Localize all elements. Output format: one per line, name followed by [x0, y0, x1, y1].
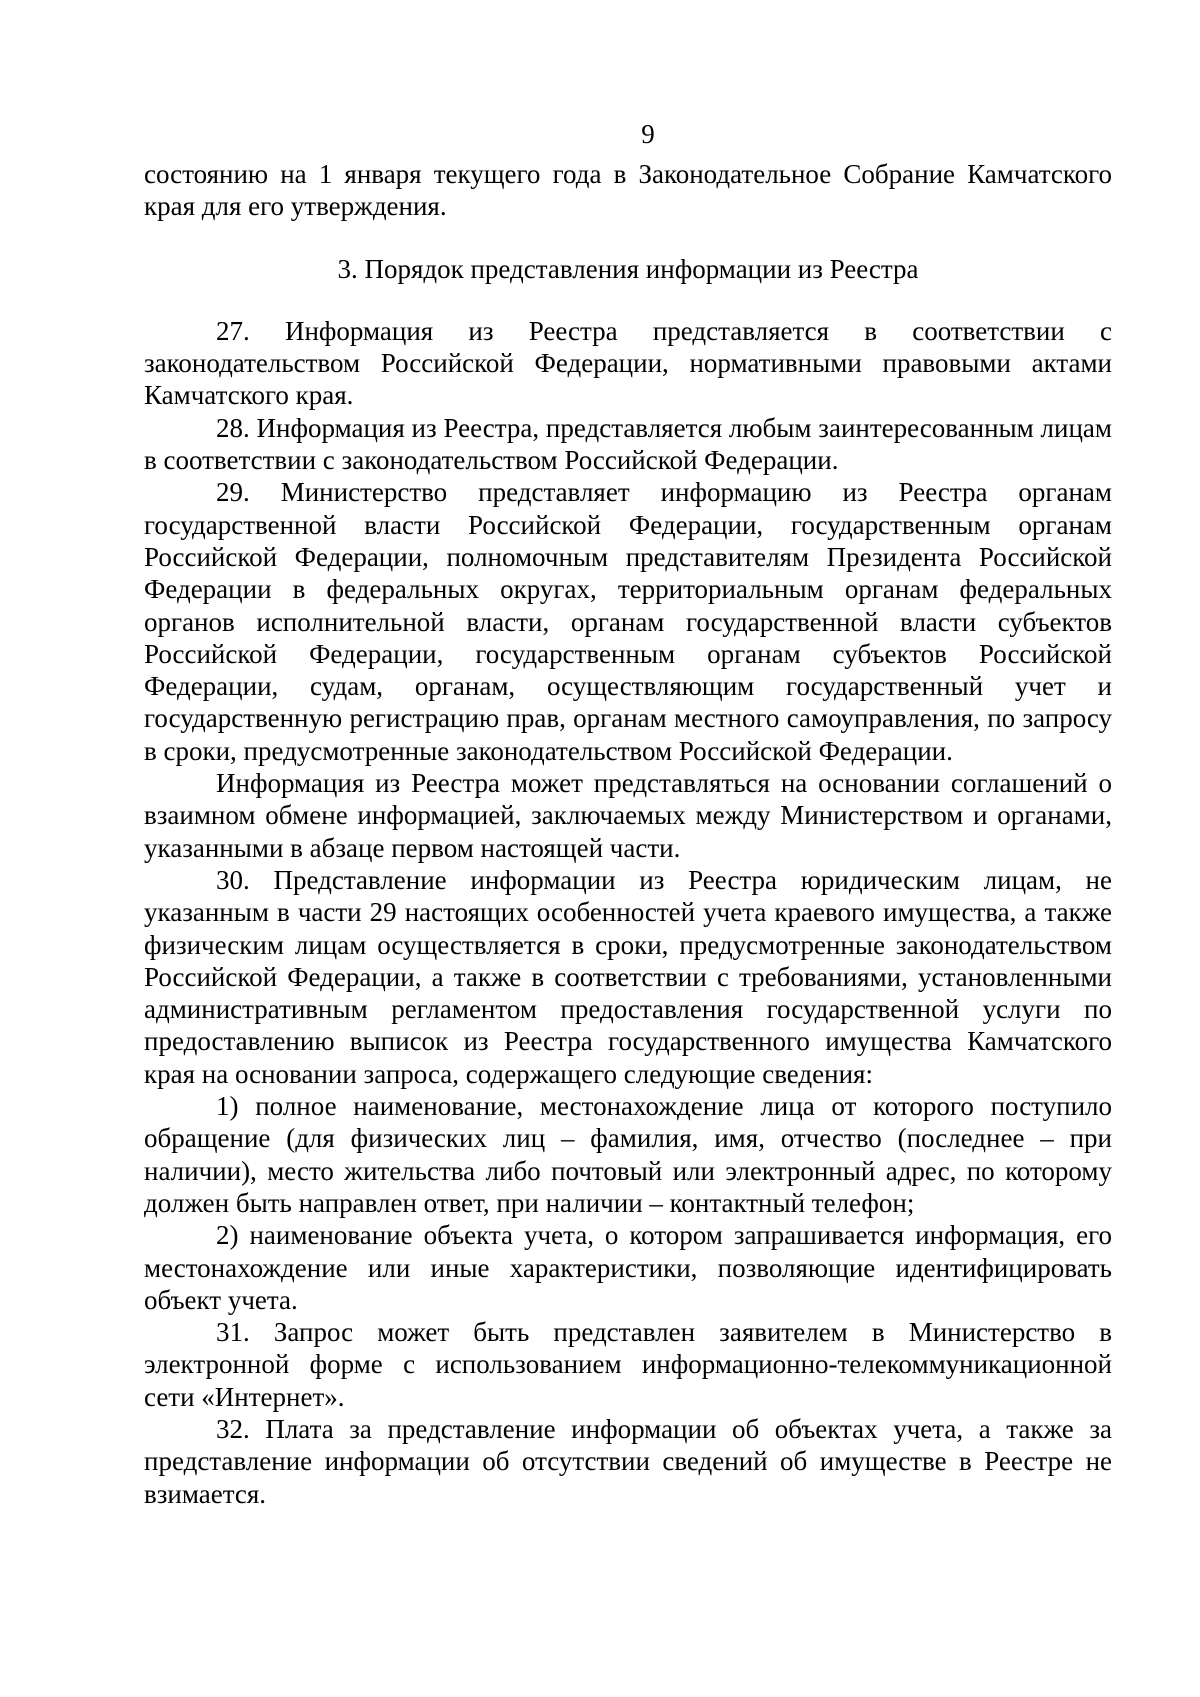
paragraph-29: 29. Министерство представляет информацию из Реестра органам государственной власти Российской Федерации, государственным органам Российской Федерации, полномочным представителям Президента Российской Федерации в федеральных округах, территориальным органам федеральных органов исполнительной власти, органам государственной власти субъектов Российской Федерации, государственным органам субъектов Российской Федерации, судам, органам, осуществляющим государственный учет и государственную регистрацию прав, органам местного самоуправления, по запросу в сроки, предусмотренные законодательством Российской Федерации. — [144, 477, 1112, 766]
paragraph-31: 31. Запрос может быть представлен заявителем в Министерство в электронной форме с использованием информационно-телекоммуникационной сети «Интернет». — [144, 1317, 1112, 1412]
paragraph-28: 28. Информация из Реестра, представляется любым заинтересованным лицам в соответствии с законодательством Российской Федерации. — [144, 412, 1112, 476]
page-number: 9 — [641, 119, 655, 149]
paragraph-29-part-2: Информация из Реестра может представляться на основании соглашений о взаимном обмене информацией, заключаемых между Министерством и органами, указанными в абзаце первом настоящей части. — [144, 768, 1112, 863]
paragraph-32: 32. Плата за представление информации об объектах учета, а также за представление информации об отсутствии сведений об имуществе в Реестре не взимается. — [144, 1413, 1112, 1509]
paragraph-30-item-1: 1) полное наименование, местонахождение лица от которого поступило обращение (для физических лиц – фамилия, имя, отчество (последнее – при наличии), место жительства либо почтовый или электронный адрес, по которому должен быть направлен ответ, при наличии – контактный телефон; — [144, 1091, 1112, 1218]
section-heading: 3. Порядок представления информации из Реестра — [337, 253, 919, 284]
document-body — [144, 158, 1112, 1510]
paragraph-30: 30. Представление информации из Реестра юридическим лицам, не указанным в части 29 настоящих особенностей учета краевого имущества, а также физическим лицам осуществляется в сроки, предусмотренные законодательством Российской Федерации, а также в соответствии с требованиями, установленными административным регламентом предоставления государственной услуги по предоставлению выписок из Реестра государственного имущества Камчатского края на основании запроса, содержащего следующие сведения: — [144, 864, 1112, 1089]
paragraph-30-item-2: 2) наименование объекта учета, о котором запрашивается информация, его местонахождение или иные характеристики, позволяющие идентифицировать объект учета. — [144, 1220, 1112, 1315]
paragraph-continuation: состоянию на 1 января текущего года в Законодательное Собрание Камчатского края для его утверждения. — [144, 159, 1112, 222]
paragraph-27: 27. Информация из Реестра представляется в соответствии с законодательством Российской Федерации, нормативными правовыми актами Камчатского края. — [144, 315, 1112, 411]
